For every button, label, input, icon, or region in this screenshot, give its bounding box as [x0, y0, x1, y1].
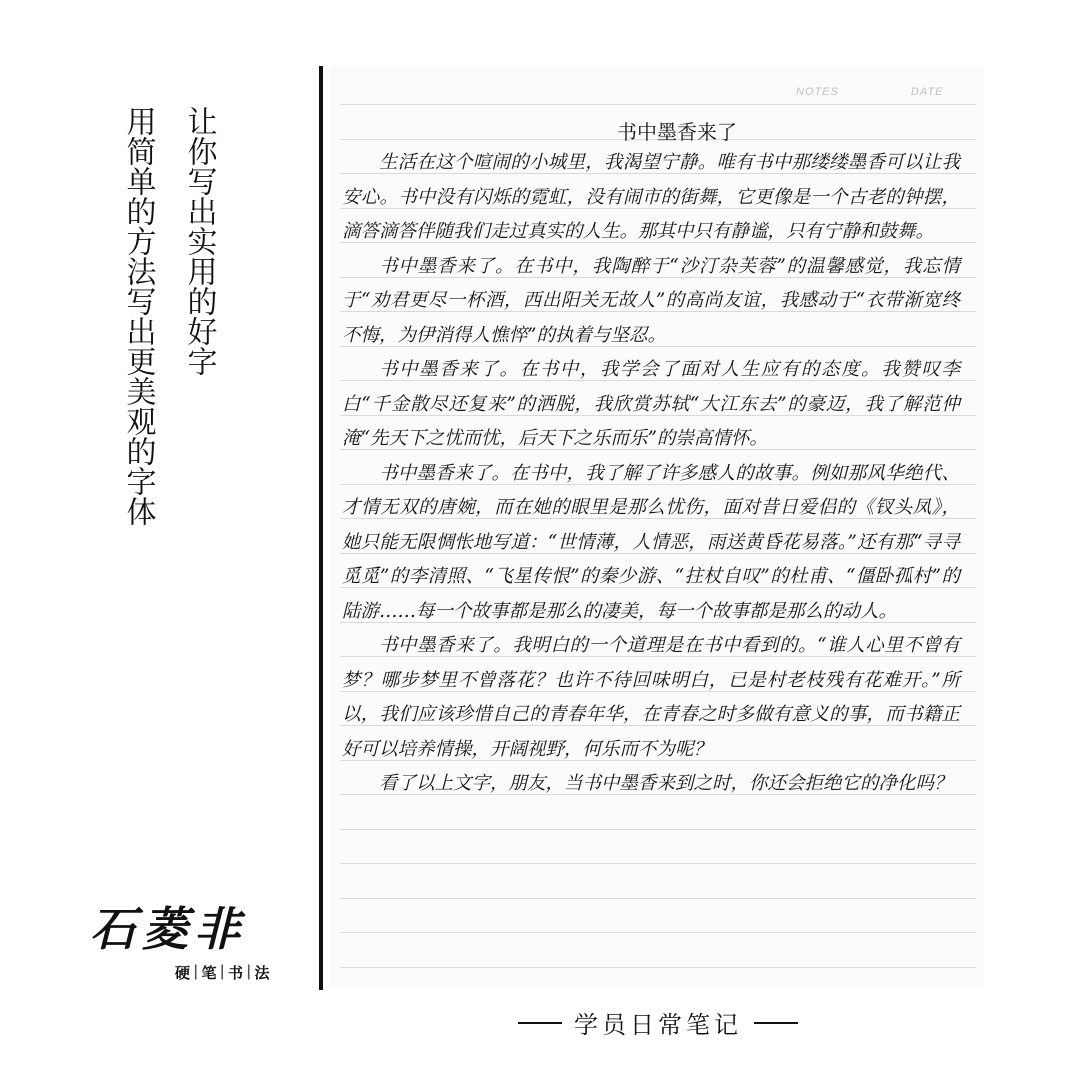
ruled-line — [340, 863, 976, 864]
note-title: 书中墨香来了 — [617, 120, 737, 144]
note-paragraph: 书中墨香来了。在书中，我学会了面对人生应有的态度。我赞叹李白“千金散尽还复来”的洒脱，我欣赏苏轼“大江东去”的豪迈，我了解范仲淹“先天下之忧而忧，后天下之乐而乐”的崇高情怀。 — [342, 359, 960, 449]
note-body — [342, 146, 960, 802]
ruled-line — [340, 967, 976, 968]
caption-text: 学员日常笔记 — [574, 1011, 742, 1039]
promo-line-2: 用简单的方法写出更美观的字体 — [120, 106, 156, 526]
caption-dash-right — [754, 1022, 798, 1024]
note-paragraph: 生活在这个喧闹的小城里，我渴望宁静。唯有书中那缕缕墨香可以让我安心。书中没有闪烁的霓虹，没有闹市的街舞，它更像是一个古老的钟摆，滴答滴答伴随我们走过真实的人生。那其中只有静谧，只有宁静和鼓舞。 — [342, 152, 960, 242]
note-paragraph: 看了以上文字，朋友，当书中墨香来到之时，你还会拒绝它的净化吗？ — [379, 773, 953, 794]
caption-dash-left — [518, 1022, 562, 1024]
brand-sub-char: 书 — [227, 964, 243, 982]
note-paragraph: 书中墨香来了。在书中，我陶醉于“沙汀杂芙蓉”的温馨感觉，我忘情于“劝君更尽一杯酒，西出阳关无故人”的高尚友谊，我感动于“衣带渐宽终不悔，为伊消得人憔悴”的执着与坚忍。 — [342, 255, 960, 346]
caption — [518, 1005, 798, 1040]
brand-sub-char: 法 — [254, 964, 270, 982]
note-paragraph: 书中墨香来了。我明白的一个道理是在书中看到的。“谁人心里不曾有梦？哪步梦里不曾落花？也许不待回味明白，已是村老枝残有花难开。”所以，我们应该珍惜自己的青春年华，在青春之时多做有意义的事，而书籍正好可以培养情操，开阔视野，何乐而不为呢？ — [342, 635, 960, 760]
brand-sub-char: 笔 — [201, 964, 217, 982]
ruled-line — [340, 104, 976, 105]
brand-subtitle: 硬 | 笔 | 书 | 法 — [172, 962, 272, 983]
vertical-divider — [319, 66, 323, 990]
ruled-line — [340, 932, 976, 933]
page-header — [796, 86, 943, 98]
notes-label: NOTES — [796, 86, 839, 98]
brand-logo-name: 石菱非 — [90, 902, 246, 956]
ruled-line — [340, 829, 976, 830]
date-label: DATE — [910, 86, 944, 98]
note-paragraph: 书中墨香来了。在书中，我了解了许多感人的故事。例如那风华绝代、才情无双的唐婉，而在她的眼里是那么忧伤，面对昔日爱侣的《钗头凤》，她只能无限惆怅地写道：“世情薄，人情恶，雨送黄昏花易落。”还有那“寻寻觅觅”的李清照、“飞星传恨”的秦少游、“拄杖自叹”的杜甫、“僵卧孤村”的陆游……每一个故事都是那么的凄美，每一个故事都是那么的动人。 — [342, 462, 960, 622]
notebook-page — [330, 66, 984, 986]
ruled-line — [340, 898, 976, 899]
brand-sub-char: 硬 — [175, 964, 191, 982]
promo-line-1: 让你写出实用的好字 — [181, 106, 217, 376]
